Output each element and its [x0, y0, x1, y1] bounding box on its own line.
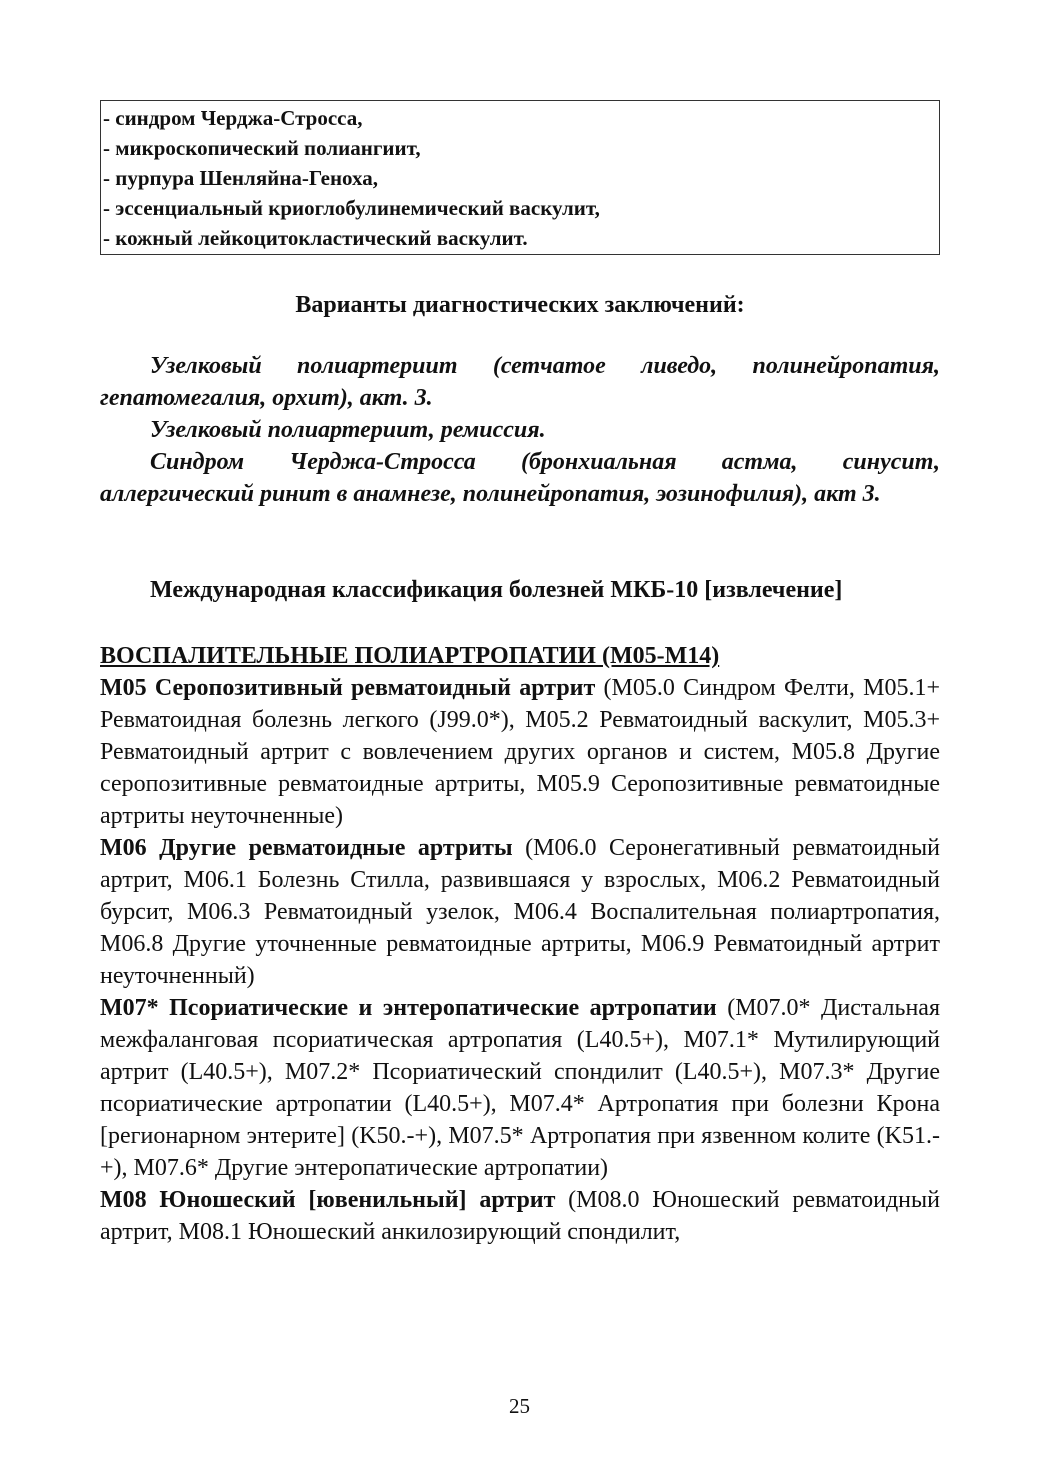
icd-title: Международная классификация болезней МКБ-10 [извлечение]	[150, 577, 843, 603]
vasculitis-list-box	[100, 100, 940, 255]
diagnosis-variant: Узелковый полиартериит, ремиссия.	[150, 417, 546, 443]
icd-entry-code-title: М07* Псориатические и энтеропатические артропатии	[100, 995, 717, 1021]
list-item: - пурпура Шенляйна-Геноха,	[103, 166, 378, 190]
icd-entry-code-title: М06 Другие ревматоидные артриты	[100, 835, 513, 861]
document-page	[100, 100, 940, 1248]
icd-entry	[100, 832, 940, 992]
icd-entry	[100, 1184, 940, 1248]
icd-entries	[100, 672, 940, 1248]
diagnosis-variant: Синдром Черджа-Стросса (бронхиальная астма, синусит, аллергический ринит в анамнезе, полинейропатия, эозинофилия), акт 3.	[100, 449, 940, 507]
list-item: - синдром Черджа-Стросса,	[103, 106, 363, 130]
list-item: - кожный лейкоцитокластический васкулит.	[103, 226, 528, 250]
icd-entry	[100, 992, 940, 1184]
list-item: - микроскопический полиангиит,	[103, 136, 421, 160]
icd-entry	[100, 672, 940, 832]
icd-entry-code-title: М05 Серопозитивный ревматоидный артрит	[100, 675, 596, 701]
diagnosis-variants	[100, 350, 940, 510]
variants-heading: Варианты диагностических заключений:	[295, 292, 745, 318]
icd-entry-details: (М05.0 Синдром Фелти, М05.1+ Ревматоидная болезнь легкого (J99.0*), М05.2 Ревматоидный васкулит, М05.3+ Ревматоидный артрит с вовлечением других органов и систем, М05.8 Другие серопозитивные ревматоидные артриты, М05.9 Серопозитивные ревматоидные артриты неуточненные)	[100, 675, 941, 829]
icd-entry-details: (М08.0 Юношеский ревматоидный артрит, М08.1 Юношеский анкилозирующий спондилит,	[100, 1187, 940, 1245]
diagnosis-variant: Узелковый полиартериит (сетчатое ливедо, полинейропатия, гепатомегалия, орхит), акт. 3.	[100, 353, 940, 411]
icd-entry-code-title: М08 Юношеский [ювенильный] артрит	[100, 1187, 556, 1213]
section-heading: ВОСПАЛИТЕЛЬНЫЕ ПОЛИАРТРОПАТИИ (М05-М14)	[100, 643, 720, 669]
icd-entry-details: (М06.0 Серонегативный ревматоидный артрит, М06.1 Болезнь Стилла, развившаяся у взрослых, М06.2 Ревматоидный бурсит, М06.3 Ревматоидный узелок, М06.4 Воспалительная полиартропатия, М06.8 Другие уточненные ревматоидные артриты, М06.9 Ревматоидный артрит неуточненный)	[100, 835, 940, 989]
page-number: 25	[509, 1394, 530, 1418]
icd-entry-details: (М07.0* Дистальная межфаланговая псориатическая артропатия (L40.5+), М07.1* Мутилирующий артрит (L40.5+), М07.2* Псориатический спондилит (L40.5+), М07.3* Другие псориатические артропатии (L40.5+), М07.4* Артропатия при болезни Крона [регионарном энтерите] (K50.-+), М07.5* Артропатия при язвенном колите (K51.-+), М07.6* Другие энтеропатические артропатии)	[100, 995, 940, 1181]
list-item: - эссенциальный криоглобулинемический васкулит,	[103, 196, 600, 220]
